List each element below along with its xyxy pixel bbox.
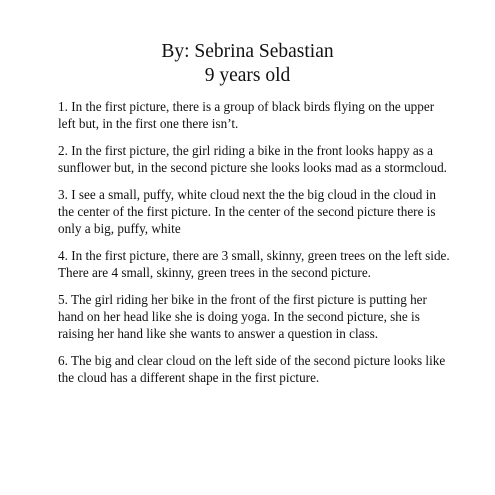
paragraph-4: 4. In the first picture, there are 3 small, skinny, green trees on the left side. There are 4 small, skinny, green trees in the second picture. <box>58 247 450 281</box>
paragraph-5: 5. The girl riding her bike in the front of the first picture is putting her hand on her head like she is doing yoga. In the second picture, she is raising her hand like she wants to answer a question in class. <box>58 291 427 342</box>
document-header <box>0 40 495 88</box>
paragraph-6: 6. The big and clear cloud on the left side of the second picture looks like the cloud has a different shape in the first picture. <box>58 352 446 386</box>
paragraph-2: 2. In the first picture, the girl riding a bike in the front looks happy as a sunflower but, in the second picture she looks looks mad as a stormcloud. <box>58 142 447 176</box>
author-line: By: Sebrina Sebastian <box>161 41 334 62</box>
age-line: 9 years old <box>204 65 291 86</box>
paragraph-1: 1. In the first picture, there is a group of black birds flying on the upper left but, in the first one there isn’t. <box>58 99 435 132</box>
document-body <box>58 98 450 396</box>
paragraph-3: 3. I see a small, puffy, white cloud next the the big cloud in the cloud in the center of the first picture. In the center of the second picture there is only a big, puffy, white <box>58 186 436 237</box>
